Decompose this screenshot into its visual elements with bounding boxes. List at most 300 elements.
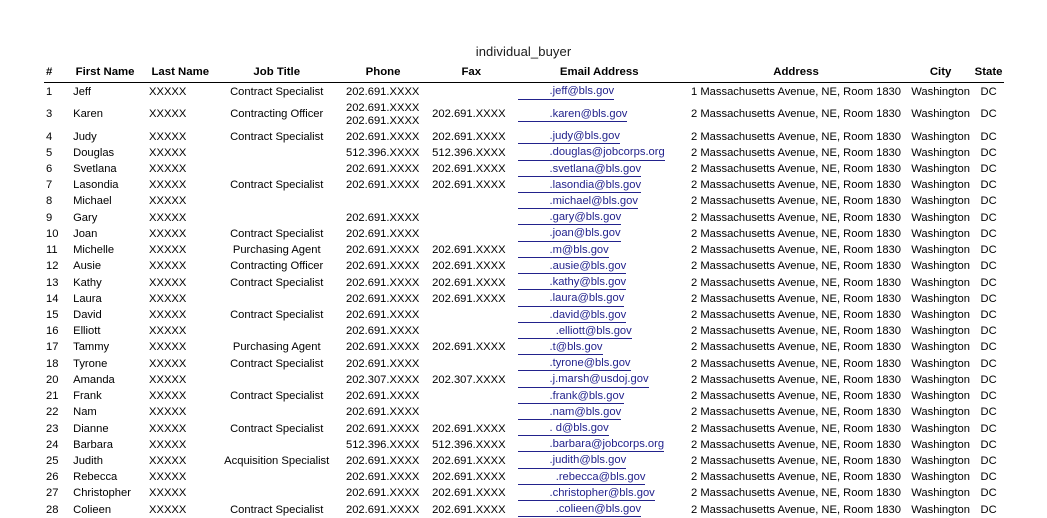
cell-address: 2 Massachusetts Avenue, NE, Room 1830	[691, 503, 902, 516]
cell-state: DC	[980, 244, 997, 257]
cell-job: Contract Specialist	[230, 227, 324, 240]
phone-number: 512.396.XXXX	[345, 146, 420, 159]
cell-address: 2 Massachusetts Avenue, NE, Room 1830	[691, 179, 902, 192]
cell-address: 2 Massachusetts Avenue, NE, Room 1830	[691, 260, 902, 273]
cell-city: Washington	[911, 211, 970, 224]
phone-number: 202.691.XXXX	[345, 325, 420, 338]
table-row	[44, 291, 1004, 307]
cell-address: 1 Massachusetts Avenue, NE, Room 1830	[691, 85, 902, 98]
cell-num: 3	[46, 108, 53, 121]
cell-city: Washington	[911, 227, 970, 240]
cell-job: Contract Specialist	[230, 357, 324, 370]
cell-num: 28	[46, 503, 59, 516]
redacted-email-prefix	[518, 341, 549, 354]
email-address-text: .kathy@bls.gov	[549, 276, 627, 289]
cell-first: Laura	[73, 292, 102, 305]
cell-fax	[428, 389, 514, 405]
cell-fax	[428, 356, 514, 372]
cell-last: XXXXX	[149, 179, 187, 192]
cell-city: Washington	[911, 292, 970, 305]
table-row	[44, 405, 1004, 421]
cell-last: XXXXX	[149, 276, 187, 289]
redacted-email-prefix	[518, 292, 549, 305]
email-link[interactable]	[518, 325, 631, 339]
cell-phone	[338, 162, 428, 178]
phone-number: 202.691.XXXX	[345, 101, 420, 114]
email-link[interactable]	[518, 227, 620, 241]
email-link[interactable]	[518, 487, 654, 501]
cell-city: Washington	[911, 309, 970, 322]
table-row	[44, 356, 1004, 372]
cell-phone	[338, 83, 428, 101]
cell-num: 21	[46, 390, 59, 403]
cell-fax	[428, 194, 514, 210]
cell-num: 5	[46, 146, 53, 159]
email-link[interactable]	[518, 309, 626, 323]
redacted-email-prefix	[518, 130, 549, 143]
email-address-text: .rebecca@bls.gov	[555, 470, 646, 483]
cell-city: Washington	[911, 130, 970, 143]
cell-num: 15	[46, 309, 59, 322]
cell-state: DC	[980, 438, 997, 451]
email-address-text: .douglas@jobcorps.org	[549, 146, 665, 159]
cell-state: DC	[980, 211, 997, 224]
column-header-first-name: First Name	[65, 66, 145, 83]
table-row	[44, 275, 1004, 291]
cell-address: 2 Massachusetts Avenue, NE, Room 1830	[691, 211, 902, 224]
cell-address: 2 Massachusetts Avenue, NE, Room 1830	[691, 130, 902, 143]
redacted-email-prefix	[518, 454, 549, 467]
table-row	[44, 421, 1004, 437]
email-link[interactable]	[518, 244, 608, 258]
cell-job	[215, 210, 337, 226]
cell-num: 7	[46, 179, 53, 192]
table-row	[44, 502, 1004, 518]
email-address-text: .lasondia@bls.gov	[549, 178, 642, 191]
email-link[interactable]	[518, 195, 638, 209]
email-address-text: .barbara@jobcorps.org	[549, 438, 665, 451]
cell-job: Contract Specialist	[230, 309, 324, 322]
redacted-email-prefix	[518, 471, 555, 484]
redacted-email-prefix	[518, 211, 549, 224]
cell-email	[514, 453, 684, 469]
cell-job: Acquisition Specialist	[224, 454, 330, 467]
email-link[interactable]	[518, 108, 627, 122]
table-row	[44, 226, 1004, 242]
phone-number: 202.307.XXXX	[345, 373, 420, 386]
cell-num: 18	[46, 357, 59, 370]
cell-city: Washington	[911, 179, 970, 192]
cell-address: 2 Massachusetts Avenue, NE, Room 1830	[691, 276, 902, 289]
cell-address: 2 Massachusetts Avenue, NE, Room 1830	[691, 292, 902, 305]
email-address-text: .frank@bls.gov	[549, 389, 625, 402]
cell-phone	[338, 275, 428, 291]
table-row	[44, 470, 1004, 486]
email-link[interactable]	[518, 276, 626, 290]
column-header-last-name: Last Name	[145, 66, 215, 83]
cell-first: Barbara	[73, 438, 113, 451]
redacted-email-prefix	[518, 309, 549, 322]
cell-city: Washington	[911, 276, 970, 289]
cell-fax: 202.691.XXXX	[432, 292, 506, 305]
cell-address: 2 Massachusetts Avenue, NE, Room 1830	[691, 471, 902, 484]
cell-job: Contract Specialist	[230, 503, 324, 516]
cell-phone	[338, 101, 428, 129]
cell-address: 2 Massachusetts Avenue, NE, Room 1830	[691, 406, 902, 419]
cell-city: Washington	[911, 195, 970, 208]
cell-city: Washington	[911, 357, 970, 370]
cell-city: Washington	[911, 260, 970, 273]
cell-email	[514, 470, 684, 486]
email-address-text: .j.marsh@usdoj.gov	[549, 373, 649, 386]
redacted-email-prefix	[518, 487, 549, 500]
cell-job: Contract Specialist	[230, 276, 324, 289]
cell-first: Kathy	[73, 276, 102, 289]
cell-first: Douglas	[73, 146, 115, 159]
email-address-text: .t@bls.gov	[549, 340, 603, 353]
email-link[interactable]	[518, 406, 621, 420]
cell-city: Washington	[911, 438, 970, 451]
cell-city: Washington	[911, 454, 970, 467]
redacted-email-prefix	[518, 357, 549, 370]
cell-address: 2 Massachusetts Avenue, NE, Room 1830	[691, 325, 902, 338]
cell-address: 2 Massachusetts Avenue, NE, Room 1830	[691, 341, 902, 354]
cell-state: DC	[980, 85, 997, 98]
phone-number: 202.691.XXXX	[345, 422, 420, 435]
cell-last: XXXXX	[149, 454, 187, 467]
cell-address: 2 Massachusetts Avenue, NE, Room 1830	[691, 146, 902, 159]
cell-city: Washington	[911, 390, 970, 403]
cell-city: Washington	[911, 406, 970, 419]
cell-first: Judith	[73, 454, 103, 467]
redacted-email-prefix	[518, 227, 549, 240]
table-row	[44, 178, 1004, 194]
cell-fax: 202.691.XXXX	[432, 487, 506, 500]
redacted-email-prefix	[518, 260, 549, 273]
cell-last: XXXXX	[149, 85, 187, 98]
email-address-text: .joan@bls.gov	[549, 227, 621, 240]
cell-last: XXXXX	[149, 487, 187, 500]
phone-number: 202.691.XXXX	[345, 276, 420, 289]
cell-email	[514, 389, 684, 405]
page-title: individual_buyer	[475, 44, 572, 59]
cell-phone	[338, 178, 428, 194]
cell-num: 17	[46, 341, 59, 354]
phone-number: 202.691.XXXX	[345, 292, 420, 305]
table-row	[44, 324, 1004, 340]
cell-email	[514, 356, 684, 372]
table-row	[44, 389, 1004, 405]
cell-city: Washington	[911, 471, 970, 484]
email-link[interactable]	[518, 503, 641, 517]
cell-phone	[338, 453, 428, 469]
redacted-email-prefix	[518, 438, 549, 451]
cell-state: DC	[980, 195, 997, 208]
cell-num: 24	[46, 438, 59, 451]
cell-first: Colieen	[73, 503, 112, 516]
table-row	[44, 83, 1004, 101]
cell-state: DC	[980, 227, 997, 240]
cell-job	[215, 405, 337, 421]
cell-last: XXXXX	[149, 422, 187, 435]
cell-first: Dianne	[73, 422, 109, 435]
cell-num: 1	[46, 85, 53, 98]
phone-number: 202.691.XXXX	[345, 85, 420, 98]
email-link[interactable]	[518, 179, 641, 193]
email-address-text: .karen@bls.gov	[549, 107, 628, 120]
cell-state: DC	[980, 130, 997, 143]
email-link[interactable]	[518, 85, 614, 99]
cell-first: Karen	[73, 108, 103, 121]
cell-last: XXXXX	[149, 341, 187, 354]
cell-fax: 202.691.XXXX	[432, 454, 506, 467]
table-row	[44, 243, 1004, 259]
email-address-text: .svetlana@bls.gov	[549, 162, 642, 175]
cell-first: Christopher	[73, 487, 131, 500]
email-link[interactable]	[518, 390, 624, 404]
cell-last: XXXXX	[149, 309, 187, 322]
cell-last: XXXXX	[149, 471, 187, 484]
redacted-email-prefix	[518, 325, 555, 338]
cell-email	[514, 308, 684, 324]
cell-fax: 202.691.XXXX	[432, 163, 506, 176]
email-address-text: .michael@bls.gov	[549, 194, 638, 207]
table-row	[44, 194, 1004, 210]
cell-address: 2 Massachusetts Avenue, NE, Room 1830	[691, 373, 902, 386]
table-row	[44, 259, 1004, 275]
cell-fax	[428, 83, 514, 101]
cell-last: XXXXX	[149, 146, 187, 159]
redacted-email-prefix	[518, 244, 549, 257]
email-address-text: .jeff@bls.gov	[549, 85, 615, 98]
email-link[interactable]	[518, 471, 645, 485]
email-address-text: .laura@bls.gov	[549, 292, 625, 305]
cell-email	[514, 129, 684, 145]
column-header-email: Email Address	[514, 66, 684, 83]
cell-state: DC	[980, 146, 997, 159]
email-link[interactable]	[518, 260, 626, 274]
phone-number: 202.691.XXXX	[345, 309, 420, 322]
cell-city: Washington	[911, 422, 970, 435]
cell-state: DC	[980, 503, 997, 516]
cell-city: Washington	[911, 341, 970, 354]
cell-last: XXXXX	[149, 390, 187, 403]
email-link[interactable]	[518, 163, 641, 177]
cell-email	[514, 259, 684, 275]
table-header-row	[44, 66, 1004, 83]
cell-email	[514, 324, 684, 340]
cell-num: 23	[46, 422, 59, 435]
cell-last: XXXXX	[149, 406, 187, 419]
cell-phone	[338, 356, 428, 372]
cell-first: David	[73, 309, 102, 322]
redacted-email-prefix	[518, 108, 549, 121]
cell-job: Contract Specialist	[230, 390, 324, 403]
email-link[interactable]	[518, 422, 608, 436]
email-link[interactable]	[518, 454, 626, 468]
email-address-text: .david@bls.gov	[549, 308, 627, 321]
cell-fax: 202.691.XXXX	[432, 503, 506, 516]
cell-address: 2 Massachusetts Avenue, NE, Room 1830	[691, 454, 902, 467]
cell-num: 25	[46, 454, 59, 467]
cell-job	[215, 470, 337, 486]
cell-fax: 202.691.XXXX	[432, 422, 506, 435]
cell-job: Purchasing Agent	[232, 341, 321, 354]
cell-city: Washington	[911, 244, 970, 257]
cell-state: DC	[980, 471, 997, 484]
cell-email	[514, 340, 684, 356]
cell-email	[514, 194, 684, 210]
cell-last: XXXXX	[149, 211, 187, 224]
email-link[interactable]	[518, 357, 630, 371]
cell-phone	[338, 372, 428, 388]
cell-job: Contracting Officer	[230, 108, 324, 121]
column-header-city: City	[908, 66, 973, 83]
cell-num: 6	[46, 163, 53, 176]
cell-city: Washington	[911, 503, 970, 516]
phone-number: 202.691.XXXX	[345, 390, 420, 403]
cell-address: 2 Massachusetts Avenue, NE, Room 1830	[691, 195, 902, 208]
cell-email	[514, 145, 684, 161]
cell-email	[514, 437, 684, 453]
cell-phone	[338, 291, 428, 307]
email-link[interactable]	[518, 146, 664, 160]
cell-first: Judy	[73, 130, 97, 143]
cell-num: 10	[46, 227, 59, 240]
cell-city: Washington	[911, 373, 970, 386]
cell-last: XXXXX	[149, 244, 187, 257]
phone-number: 202.691.XXXX	[345, 130, 420, 143]
cell-phone	[338, 324, 428, 340]
cell-state: DC	[980, 454, 997, 467]
phone-number: 202.691.XXXX	[345, 114, 420, 127]
table-row	[44, 129, 1004, 145]
column-header-address: Address	[684, 66, 908, 83]
cell-fax: 202.691.XXXX	[432, 341, 506, 354]
cell-num: 9	[46, 211, 53, 224]
cell-email	[514, 226, 684, 242]
cell-num: 16	[46, 325, 59, 338]
cell-phone	[338, 210, 428, 226]
email-address-text: .m@bls.gov	[549, 243, 609, 256]
cell-last: XXXXX	[149, 438, 187, 451]
cell-fax	[428, 405, 514, 421]
cell-email	[514, 421, 684, 437]
cell-state: DC	[980, 292, 997, 305]
cell-first: Nam	[73, 406, 97, 419]
cell-city: Washington	[911, 487, 970, 500]
cell-phone	[338, 437, 428, 453]
table-row	[44, 372, 1004, 388]
cell-num: 22	[46, 406, 59, 419]
cell-first: Gary	[73, 211, 98, 224]
email-link[interactable]	[518, 292, 624, 306]
phone-number: 202.691.XXXX	[345, 179, 420, 192]
email-address-text: .judith@bls.gov	[549, 454, 627, 467]
cell-fax: 202.307.XXXX	[432, 373, 506, 386]
cell-state: DC	[980, 487, 997, 500]
cell-num: 13	[46, 276, 59, 289]
cell-num: 27	[46, 487, 59, 500]
cell-job: Contract Specialist	[230, 422, 324, 435]
phone-number: 202.691.XXXX	[345, 454, 420, 467]
cell-state: DC	[980, 341, 997, 354]
cell-fax	[428, 210, 514, 226]
cell-address: 2 Massachusetts Avenue, NE, Room 1830	[691, 163, 902, 176]
cell-email	[514, 162, 684, 178]
cell-phone	[338, 502, 428, 518]
email-link[interactable]	[518, 341, 602, 355]
table-row	[44, 437, 1004, 453]
column-header-number: #	[44, 66, 65, 83]
email-link[interactable]	[518, 211, 621, 225]
cell-fax: 512.396.XXXX	[432, 438, 506, 451]
redacted-email-prefix	[518, 276, 549, 289]
email-link[interactable]	[518, 130, 620, 144]
cell-phone	[338, 194, 428, 210]
cell-first: Elliott	[73, 325, 101, 338]
cell-first: Joan	[73, 227, 98, 240]
cell-address: 2 Massachusetts Avenue, NE, Room 1830	[691, 227, 902, 240]
cell-state: DC	[980, 406, 997, 419]
cell-first: Ausie	[73, 260, 102, 273]
cell-state: DC	[980, 163, 997, 176]
email-address-text: .tyrone@bls.gov	[549, 357, 631, 370]
cell-city: Washington	[911, 108, 970, 121]
cell-phone	[338, 340, 428, 356]
cell-email	[514, 210, 684, 226]
table-row	[44, 145, 1004, 161]
cell-phone	[338, 226, 428, 242]
cell-email	[514, 275, 684, 291]
cell-phone	[338, 389, 428, 405]
table-row	[44, 453, 1004, 469]
table-row	[44, 340, 1004, 356]
cell-phone	[338, 470, 428, 486]
phone-number: 202.691.XXXX	[345, 244, 420, 257]
cell-job: Contract Specialist	[230, 85, 324, 98]
table-header	[44, 66, 1004, 83]
cell-state: DC	[980, 260, 997, 273]
column-header-state: State	[973, 66, 1004, 83]
redacted-email-prefix	[518, 179, 549, 192]
cell-fax: 512.396.XXXX	[432, 146, 506, 159]
cell-fax	[428, 308, 514, 324]
phone-number: 202.691.XXXX	[345, 406, 420, 419]
email-link[interactable]	[518, 373, 648, 387]
email-link[interactable]	[518, 438, 664, 452]
email-address-text: .colieen@bls.gov	[555, 503, 642, 516]
cell-address: 2 Massachusetts Avenue, NE, Room 1830	[691, 487, 902, 500]
email-address-text: .christopher@bls.gov	[549, 486, 655, 499]
phone-number: 202.691.XXXX	[345, 471, 420, 484]
cell-phone	[338, 145, 428, 161]
phone-number: 202.691.XXXX	[345, 341, 420, 354]
cell-fax: 202.691.XXXX	[432, 108, 506, 121]
cell-state: DC	[980, 276, 997, 289]
cell-first: Lasondia	[73, 179, 119, 192]
table-body	[44, 83, 1004, 518]
phone-number: 202.691.XXXX	[345, 357, 420, 370]
cell-address: 2 Massachusetts Avenue, NE, Room 1830	[691, 108, 902, 121]
cell-first: Tyrone	[73, 357, 108, 370]
cell-last: XXXXX	[149, 130, 187, 143]
cell-job	[215, 145, 337, 161]
redacted-email-prefix	[518, 406, 549, 419]
cell-first: Michelle	[73, 244, 115, 257]
column-header-phone: Phone	[338, 66, 428, 83]
cell-address: 2 Massachusetts Avenue, NE, Room 1830	[691, 438, 902, 451]
